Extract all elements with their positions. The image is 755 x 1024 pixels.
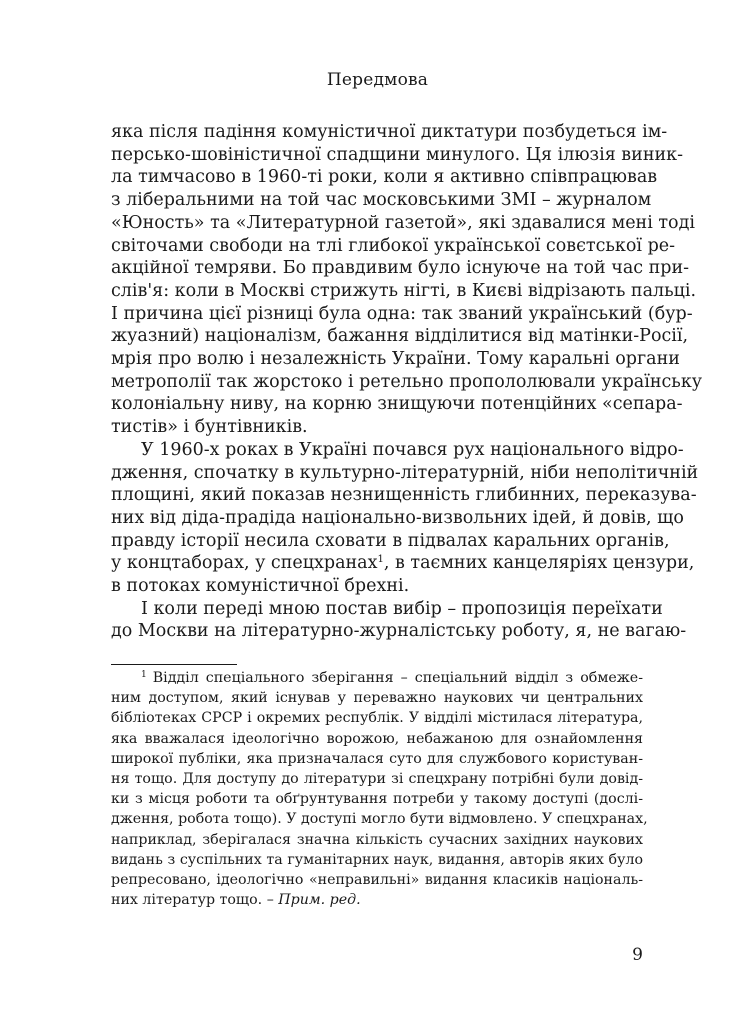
- body-line-part: у концтаборах, у спецхранах: [111, 553, 378, 574]
- footnote-line: репресовано, ідеологічно «неправильні» видання класиків національ-: [111, 872, 643, 889]
- body-line: У 1960-х роках в Україні почався рух національного відро-: [141, 439, 684, 460]
- footnote-line: бібліотеках СРСР і окремих республік. У відділі містилася література,: [111, 710, 643, 727]
- body-line: І коли переді мною постав вибір – пропозиція переїхати: [141, 598, 663, 619]
- editor-note: Прим. ред.: [278, 892, 361, 909]
- body-line: з ліберальними на той час московськими ЗМІ – журналом: [111, 190, 652, 211]
- body-line: правду історії несила сховати в підвалах каральних органів,: [111, 530, 670, 551]
- footnote-separator: [111, 664, 237, 665]
- footnote-line: ним доступом, який існував у переважно наукових чи центральних: [111, 690, 643, 707]
- body-line: площині, який показав незнищенність глибинних, переказува-: [111, 485, 697, 506]
- body-line: в потоках комуністичної брехні.: [111, 576, 410, 597]
- footnote-line: [111, 668, 643, 688]
- footnote: [111, 668, 648, 910]
- body-line-part: , в таємних канцеляріях цензури,: [383, 553, 695, 574]
- body-line: персько-шовіністичної спадщини минулого. Ця ілюзія виник-: [111, 144, 683, 165]
- body-line: акційної темряви. Бо правдивим було існуюче на той час при-: [111, 258, 690, 279]
- footnote-line: яка вважалася ідеологічно ворожою, небажаною для ознайомлення: [111, 730, 643, 747]
- page-number: 9: [632, 945, 643, 965]
- footnote-line: широкої публіки, яка призначалася суто для службового користуван-: [111, 750, 643, 767]
- body-line: яка після падіння комуністичної диктатури позбудеться ім-: [111, 122, 668, 142]
- footnote-marker: 1: [141, 670, 147, 680]
- footnote-line: [111, 890, 643, 910]
- body-line: дження, спочатку в культурно-літературній, ніби неполітичній: [111, 462, 699, 483]
- running-header: Передмова: [326, 70, 429, 90]
- footnote-reference[interactable]: 1: [377, 554, 384, 566]
- body-text: [111, 121, 703, 643]
- footnote-line: дження, робота тощо). У доступі могло бути відмовлено. У спецхранах,: [111, 811, 648, 828]
- footnote-line: ки з місця роботи та обґрунтування потреби у такому доступі (дослі-: [111, 791, 643, 808]
- body-line: І причина цієї різниці була одна: так званий український (бур-: [111, 303, 693, 324]
- body-line: тистів» і бунтівників.: [111, 417, 308, 438]
- body-line: мрія про волю і незалежність України. Тому каральні органи: [111, 349, 680, 370]
- body-line: до Москви на літературно-журналістську роботу, я, не вагаю-: [111, 621, 687, 642]
- body-line: слів'я: коли в Москві стрижуть нігті, в Києві відрізають пальці.: [111, 280, 697, 301]
- body-line: метрополії так жорстоко і ретельно пропололювали українську: [111, 371, 703, 392]
- footnote-line: ня тощо. Для доступу до літератури зі спецхрану потрібні були довід-: [111, 771, 643, 788]
- body-line: жуазний) націоналізм, бажання відділитися від матінки-Росії,: [111, 326, 689, 347]
- body-line: «Юность» та «Литературной газетой», які здавалися мені тоді: [111, 212, 695, 233]
- body-line: [111, 552, 695, 575]
- footnote-line-text: них літератур тощо. –: [111, 892, 279, 909]
- body-line: колоніальну ниву, на корню знищуючи потенційних «сепара-: [111, 394, 683, 415]
- body-line: ла тимчасово в 1960-ті роки, коли я активно співпрацював: [111, 167, 658, 188]
- body-line: світочами свободи на тлі глибокої української совєтської ре-: [111, 235, 676, 256]
- body-line: них від діда-прадіда національно-визвольних ідей, й довів, що: [111, 507, 684, 528]
- footnote-line: видань з суспільних та гуманітарних наук, видання, авторів яких було: [111, 851, 643, 868]
- footnote-line-text: Відділ спеціального зберігання – спеціальний відділ з обмеже-: [152, 670, 643, 686]
- footnote-line: наприклад, зберігалася значна кількість сучасних західних наукових: [111, 831, 643, 848]
